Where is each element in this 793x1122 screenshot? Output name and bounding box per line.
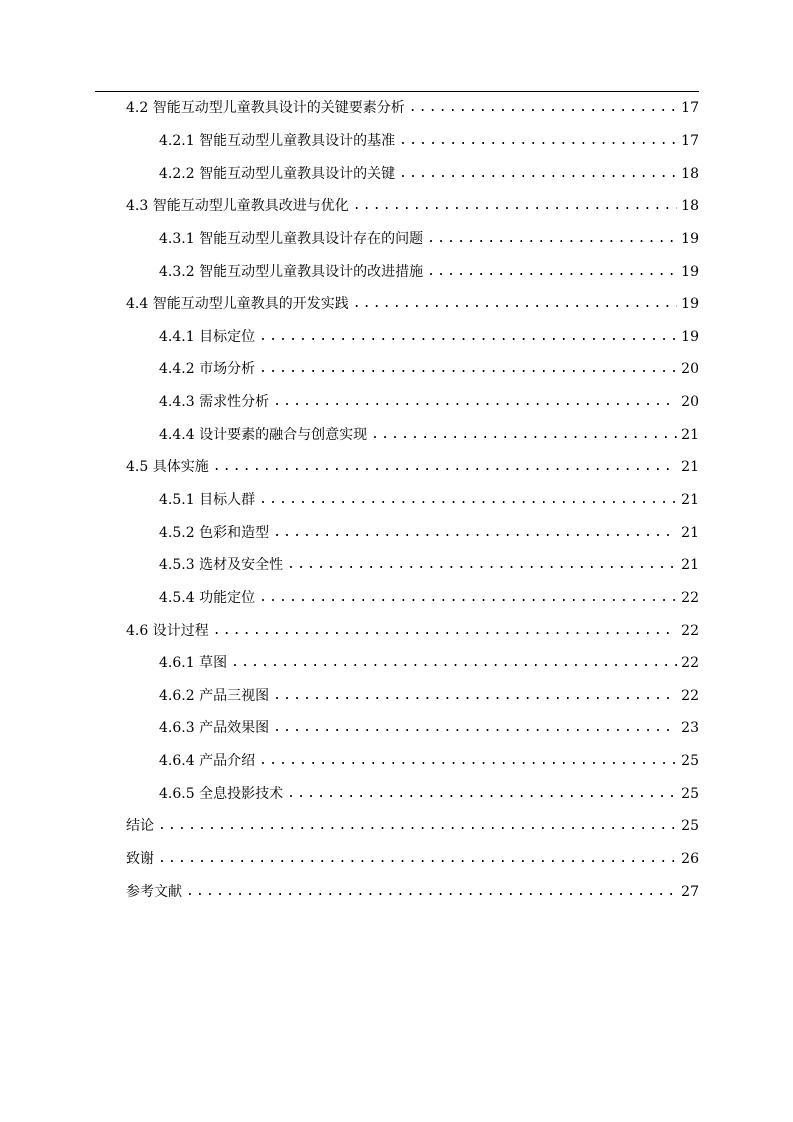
toc-dot-leader xyxy=(287,557,677,573)
toc-dot-leader xyxy=(273,720,677,736)
toc-entry-page-number: 17 xyxy=(681,132,699,149)
toc-dot-leader xyxy=(273,394,677,410)
toc-entry[interactable] xyxy=(95,875,699,908)
toc-dot-leader xyxy=(353,198,677,214)
toc-dot-leader xyxy=(213,459,677,475)
toc-entry[interactable] xyxy=(95,712,699,745)
toc-entry[interactable] xyxy=(95,320,699,353)
toc-dot-leader xyxy=(427,231,677,247)
toc-entry[interactable] xyxy=(95,614,699,647)
toc-entry[interactable] xyxy=(95,386,699,419)
toc-entry[interactable] xyxy=(95,190,699,223)
toc-entry[interactable] xyxy=(95,288,699,321)
toc-dot-leader xyxy=(399,133,677,149)
toc-entry[interactable] xyxy=(95,843,699,876)
toc-entry-title: 4.4.3 需求性分析 xyxy=(159,394,270,411)
toc-entry-title: 4.4.2 市场分析 xyxy=(159,361,256,378)
table-of-contents xyxy=(95,92,699,908)
toc-entry-page-number: 19 xyxy=(681,296,699,313)
toc-entry-page-number: 21 xyxy=(681,492,699,508)
toc-entry-page-number: 17 xyxy=(681,100,699,117)
toc-entry[interactable] xyxy=(95,647,699,680)
toc-entry[interactable] xyxy=(95,680,699,713)
toc-entry-page-number: 19 xyxy=(681,328,699,345)
toc-entry-title: 4.4.4 设计要素的融合与创意实现 xyxy=(159,426,368,443)
toc-entry-title: 4.5.2 色彩和造型 xyxy=(159,524,270,541)
toc-entry-title: 4.5.4 功能定位 xyxy=(159,589,256,606)
toc-entry-page-number: 27 xyxy=(681,883,699,900)
toc-entry-page-number: 22 xyxy=(681,589,699,606)
toc-entry-page-number: 18 xyxy=(681,198,699,215)
toc-entry-page-number: 18 xyxy=(681,165,699,182)
toc-entry-page-number: 19 xyxy=(681,230,699,247)
toc-entry-page-number: 25 xyxy=(681,785,699,802)
toc-entry-title: 4.4.1 目标定位 xyxy=(159,328,256,345)
toc-dot-leader xyxy=(273,525,677,541)
toc-entry-title: 4.6.2 产品三视图 xyxy=(159,687,270,704)
toc-entry-title: 4.6.1 草图 xyxy=(159,655,228,672)
toc-entry-title: 参考文献 xyxy=(126,883,182,900)
toc-dot-leader xyxy=(186,884,677,900)
toc-dot-leader xyxy=(409,100,677,116)
toc-entry-title: 4.5.1 目标人群 xyxy=(159,492,256,508)
toc-dot-leader xyxy=(213,623,677,639)
toc-entry[interactable] xyxy=(95,353,699,386)
toc-entry-page-number: 21 xyxy=(681,524,699,541)
toc-entry[interactable] xyxy=(95,745,699,778)
toc-entry-title: 4.6.4 产品介绍 xyxy=(159,753,256,770)
toc-entry-page-number: 23 xyxy=(681,720,699,737)
toc-dot-leader xyxy=(353,296,677,312)
toc-dot-leader xyxy=(273,688,677,704)
toc-entry-title: 4.6.5 全息投影技术 xyxy=(159,785,284,802)
toc-entry[interactable] xyxy=(95,516,699,549)
toc-entry-page-number: 25 xyxy=(681,818,699,835)
toc-entry[interactable] xyxy=(95,255,699,288)
toc-entry-page-number: 21 xyxy=(681,459,699,476)
toc-dot-leader xyxy=(158,818,677,834)
toc-entry-title: 4.6.3 产品效果图 xyxy=(159,720,270,737)
toc-entry-title: 4.5.3 选材及安全性 xyxy=(159,557,284,574)
toc-entry[interactable] xyxy=(95,484,699,517)
toc-entry[interactable] xyxy=(95,582,699,615)
toc-entry-title: 4.5 具体实施 xyxy=(126,459,209,476)
toc-entry[interactable] xyxy=(95,125,699,158)
toc-dot-leader xyxy=(427,264,677,280)
toc-dot-leader xyxy=(259,329,677,345)
toc-dot-leader xyxy=(259,361,677,377)
toc-entry[interactable] xyxy=(95,549,699,582)
toc-entry-page-number: 22 xyxy=(681,622,699,639)
toc-dot-leader xyxy=(259,590,677,606)
toc-entry-title: 4.2.2 智能互动型儿童教具设计的关键 xyxy=(159,165,396,182)
toc-entry-title: 致谢 xyxy=(126,851,154,868)
toc-entry-page-number: 22 xyxy=(681,687,699,704)
toc-dot-leader xyxy=(259,492,677,508)
toc-entry-title: 4.2 智能互动型儿童教具设计的关键要素分析 xyxy=(126,100,405,117)
toc-entry-title: 4.4 智能互动型儿童教具的开发实践 xyxy=(126,296,349,313)
toc-entry-page-number: 25 xyxy=(681,753,699,770)
toc-entry[interactable] xyxy=(95,418,699,451)
toc-entry[interactable] xyxy=(95,223,699,256)
toc-entry[interactable] xyxy=(95,777,699,810)
toc-entry-page-number: 20 xyxy=(681,394,699,411)
toc-entry-title: 4.3 智能互动型儿童教具改进与优化 xyxy=(126,198,349,215)
toc-entry[interactable] xyxy=(95,157,699,190)
toc-dot-leader xyxy=(259,753,677,769)
toc-entry-title: 结论 xyxy=(126,818,154,835)
toc-entry-title: 4.2.1 智能互动型儿童教具设计的基准 xyxy=(159,132,396,149)
toc-entry-page-number: 26 xyxy=(681,851,699,868)
toc-entry-title: 4.3.2 智能互动型儿童教具设计的改进措施 xyxy=(159,263,424,280)
toc-entry-page-number: 21 xyxy=(681,426,699,443)
toc-dot-leader xyxy=(231,655,677,671)
toc-entry-page-number: 20 xyxy=(681,361,699,378)
toc-entry-page-number: 21 xyxy=(681,557,699,574)
toc-entry-title: 4.3.1 智能互动型儿童教具设计存在的问题 xyxy=(159,230,424,247)
toc-entry-page-number: 19 xyxy=(681,263,699,280)
toc-entry[interactable] xyxy=(95,810,699,843)
toc-entry[interactable] xyxy=(95,92,699,125)
toc-entry-title: 4.6 设计过程 xyxy=(126,622,209,639)
toc-dot-leader xyxy=(287,786,677,802)
toc-dot-leader xyxy=(371,427,677,443)
toc-dot-leader xyxy=(399,166,677,182)
toc-dot-leader xyxy=(158,851,677,867)
toc-entry-page-number: 22 xyxy=(681,655,699,672)
toc-entry[interactable] xyxy=(95,451,699,484)
